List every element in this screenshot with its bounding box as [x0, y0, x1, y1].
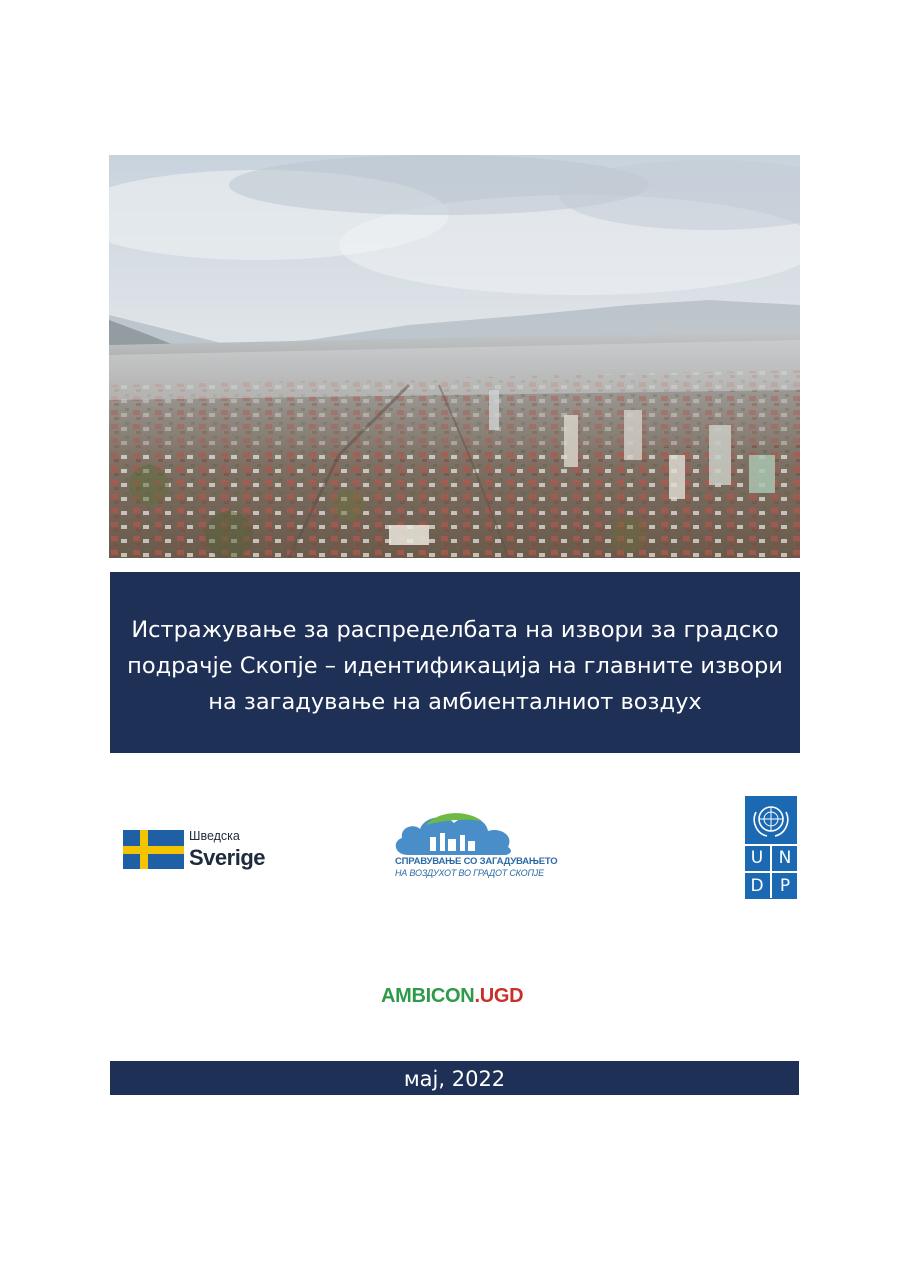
sweden-logo-small-text: Шведска — [189, 829, 240, 843]
undp-letter-p: P — [779, 876, 791, 896]
swedish-flag-icon — [123, 830, 184, 869]
undp-letter-d: D — [750, 876, 764, 896]
undp-letter-grid — [745, 846, 797, 898]
ambicon-logo-part2: .UGD — [474, 985, 524, 1007]
ambicon-logo — [381, 985, 523, 1011]
un-emblem-icon — [747, 798, 795, 842]
campaign-logo-line2: НА ВОЗДУХОТ ВО ГРАДОТ СКОПЈЕ — [395, 868, 544, 878]
cloud-icon — [390, 811, 520, 857]
campaign-logo-line1: СПРАВУВАЊЕ СО ЗАГАДУВАЊЕТО — [395, 856, 558, 867]
document-title: Истражување за распределбата на извори за градско подрачје Скопје – идентификација на главните извори на загадување на амбиенталниот воздух — [127, 616, 783, 715]
cover-photo — [109, 155, 800, 558]
title-box — [110, 572, 800, 753]
sweden-logo-big-text: Sverige — [189, 845, 265, 870]
sweden-logo — [123, 829, 283, 873]
undp-letter-n: N — [778, 848, 792, 868]
undp-letter-u: U — [750, 848, 764, 868]
date-bar: мај, 2022 — [110, 1061, 799, 1095]
ambicon-logo-part1: AMBICON — [381, 985, 475, 1007]
undp-logo — [745, 796, 797, 899]
